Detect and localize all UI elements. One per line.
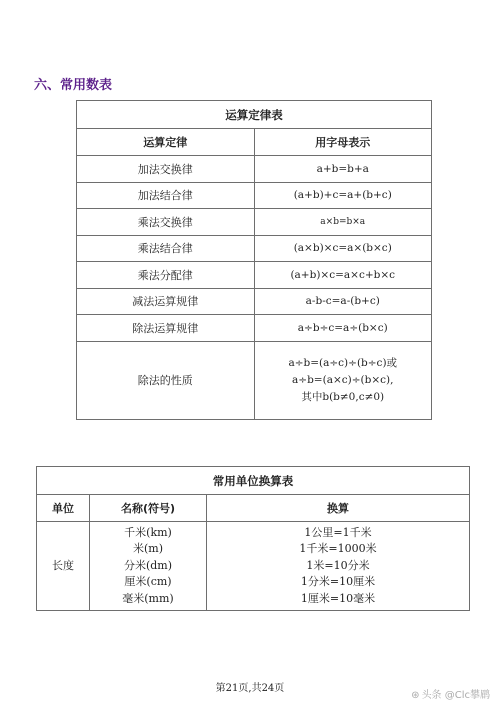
law-name: 乘法交换律 bbox=[77, 209, 255, 236]
law-name: 除法运算规律 bbox=[77, 315, 255, 342]
table-row bbox=[77, 262, 432, 289]
unit-conversion: 1分米=10厘米 bbox=[300, 575, 376, 589]
unit-name: 毫米(mm) bbox=[122, 591, 174, 605]
law-formula: a-b-c=a-(b+c) bbox=[254, 288, 432, 315]
table-row bbox=[37, 522, 470, 611]
laws-header-formula: 用字母表示 bbox=[254, 129, 432, 156]
formula-line: a÷b=(a÷c)÷(b÷c)或 bbox=[288, 356, 398, 369]
unit-names bbox=[90, 522, 207, 611]
watermark-text: 头条 @Clc攀鹛 bbox=[421, 690, 490, 701]
formula-line: a÷b=(a×c)÷(b×c), bbox=[292, 373, 394, 386]
unit-name: 分米(dm) bbox=[123, 558, 173, 572]
law-name: 乘法分配律 bbox=[77, 262, 255, 289]
section-title: 六、常用数表 bbox=[34, 78, 113, 93]
table-row bbox=[77, 341, 432, 419]
formula-line: 其中b(b≠0,c≠0) bbox=[301, 390, 385, 403]
law-formula: (a+b)×c=a×c+b×c bbox=[254, 262, 432, 289]
page-footer: 第21页,共24页 bbox=[215, 683, 285, 694]
law-name: 加法结合律 bbox=[77, 182, 255, 209]
unit-conversion: 1千米=1000米 bbox=[299, 542, 377, 556]
table-row bbox=[77, 182, 432, 209]
table-row bbox=[77, 235, 432, 262]
law-formula: a÷b÷c=a÷(b×c) bbox=[254, 315, 432, 342]
unit-name: 厘米(cm) bbox=[124, 575, 172, 589]
laws-table bbox=[76, 100, 432, 420]
unit-conversion: 1公里=1千米 bbox=[304, 525, 372, 539]
unit-conversion: 1厘米=10毫米 bbox=[300, 591, 376, 605]
watermark bbox=[411, 686, 490, 701]
units-table-title: 常用单位换算表 bbox=[37, 467, 470, 495]
law-formula: a+b=b+a bbox=[254, 156, 432, 183]
table-row bbox=[77, 209, 432, 236]
laws-header-law: 运算定律 bbox=[77, 129, 255, 156]
unit-name: 米(m) bbox=[132, 542, 163, 556]
law-name: 乘法结合律 bbox=[77, 235, 255, 262]
unit-conversions bbox=[207, 522, 470, 611]
unit-name: 千米(km) bbox=[124, 525, 172, 539]
units-header-unit: 单位 bbox=[37, 495, 90, 522]
laws-table-title: 运算定律表 bbox=[77, 101, 432, 129]
units-header-conversion: 换算 bbox=[207, 495, 470, 522]
law-formula: (a+b)+c=a+(b+c) bbox=[254, 182, 432, 209]
table-row bbox=[77, 288, 432, 315]
law-formula-multiline bbox=[254, 341, 432, 419]
unit-category: 长度 bbox=[37, 522, 90, 611]
unit-conversion: 1米=10分米 bbox=[306, 558, 370, 572]
wechat-icon: ⊛ bbox=[411, 690, 420, 701]
law-name: 除法的性质 bbox=[77, 341, 255, 419]
law-name: 加法交换律 bbox=[77, 156, 255, 183]
table-row bbox=[77, 315, 432, 342]
law-formula: (a×b)×c=a×(b×c) bbox=[254, 235, 432, 262]
law-name: 减法运算规律 bbox=[77, 288, 255, 315]
law-formula: a×b=b×a bbox=[254, 209, 432, 236]
table-row bbox=[77, 156, 432, 183]
units-header-name: 名称(符号) bbox=[90, 495, 207, 522]
units-table bbox=[36, 466, 470, 611]
